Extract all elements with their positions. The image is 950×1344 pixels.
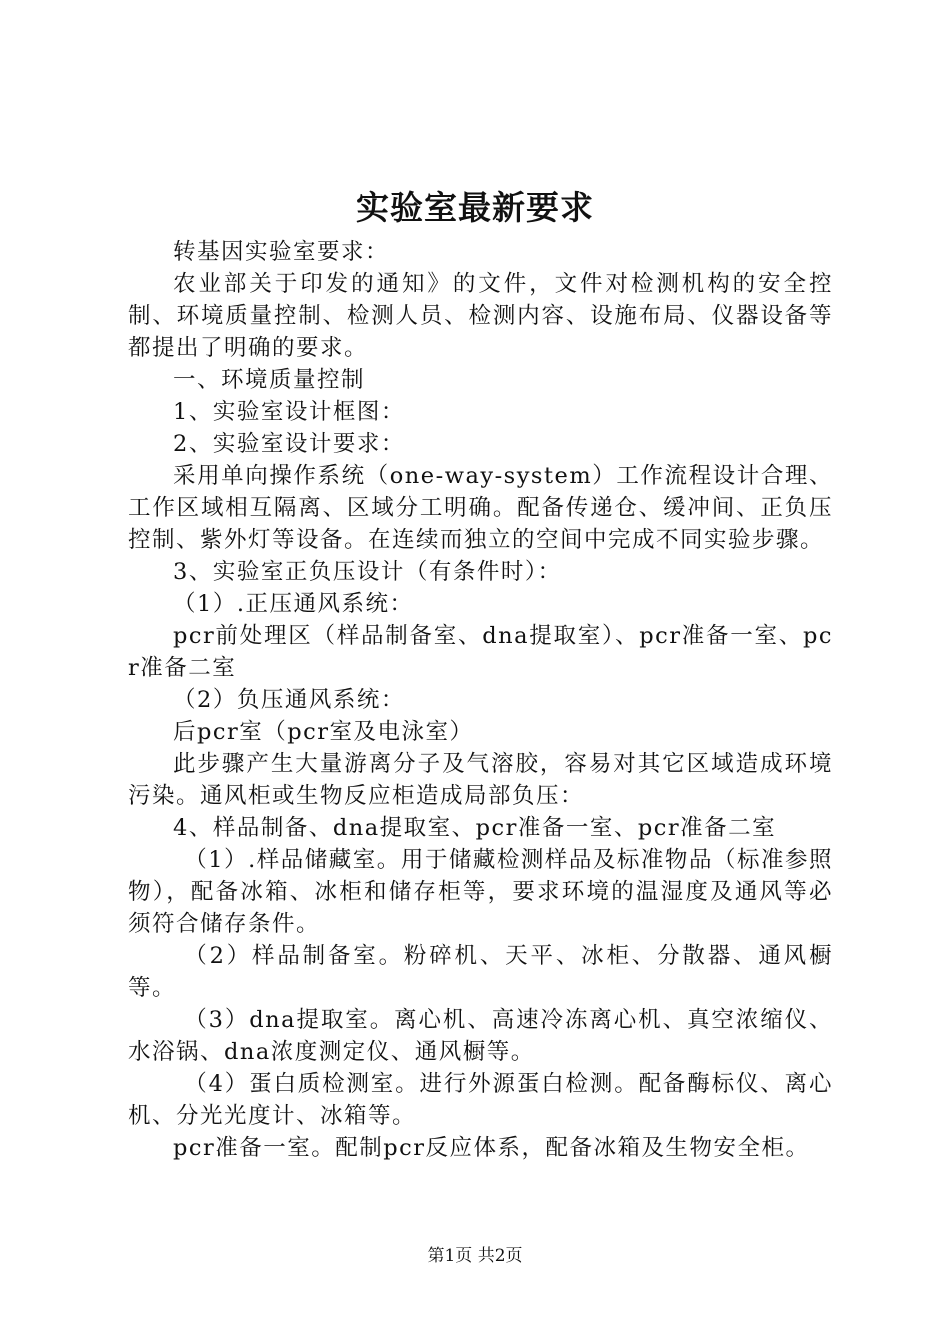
paragraph: 采用单向操作系统（one-way-system）工作流程设计合理、工作区域相互隔离、区域分工明确。配备传递仓、缓冲间、正负压控制、紫外灯等设备。在连续而独立的空间中完成不同实验步骤。 xyxy=(128,463,833,553)
document-title: 实验室最新要求 xyxy=(356,188,594,227)
paragraph: （1）.样品储藏室。用于储藏检测样品及标准物品（标准参照物），配备冰箱、冰柜和储存柜等，要求环境的温湿度及通风等必须符合储存条件。 xyxy=(128,847,833,937)
paragraph: 农业部关于印发的通知》的文件，文件对检测机构的安全控制、环境质量控制、检测人员、检测内容、设施布局、仪器设备等都提出了明确的要求。 xyxy=(128,271,833,361)
paragraph: 2、实验室设计要求： xyxy=(173,431,405,457)
paragraph: 后pcr室（pcr室及电泳室） xyxy=(173,719,474,745)
paragraph: 4、样品制备、dna提取室、pcr准备一室、pcr准备二室 xyxy=(173,815,777,841)
page-footer: 第1页 共2页 xyxy=(427,1246,523,1266)
paragraph: pcr前处理区（样品制备室、dna提取室）、pcr准备一室、pcr准备二室 xyxy=(128,623,833,681)
document-body xyxy=(128,236,833,1164)
paragraph: （1）.正压通风系统： xyxy=(173,591,414,617)
paragraph: 此步骤产生大量游离分子及气溶胶，容易对其它区域造成环境污染。通风柜或生物反应柜造成局部负压： xyxy=(128,751,833,809)
paragraph: （3）dna提取室。离心机、高速冷冻离心机、真空浓缩仪、水浴锅、dna浓度测定仪、通风橱等。 xyxy=(128,1007,833,1065)
paragraph: （4）蛋白质检测室。进行外源蛋白检测。配备酶标仪、离心机、分光光度计、冰箱等。 xyxy=(128,1071,833,1129)
paragraph: （2）样品制备室。粉碎机、天平、冰柜、分散器、通风橱等。 xyxy=(128,943,833,1001)
paragraph: 1、实验室设计框图： xyxy=(173,399,405,425)
paragraph: pcr准备一室。配制pcr反应体系，配备冰箱及生物安全柜。 xyxy=(173,1135,810,1161)
paragraph: 3、实验室正负压设计（有条件时）： xyxy=(173,559,562,585)
paragraph: （2）负压通风系统： xyxy=(173,687,405,713)
paragraph: 一、环境质量控制 xyxy=(173,367,366,393)
paragraph: 转基因实验室要求： xyxy=(173,239,390,265)
